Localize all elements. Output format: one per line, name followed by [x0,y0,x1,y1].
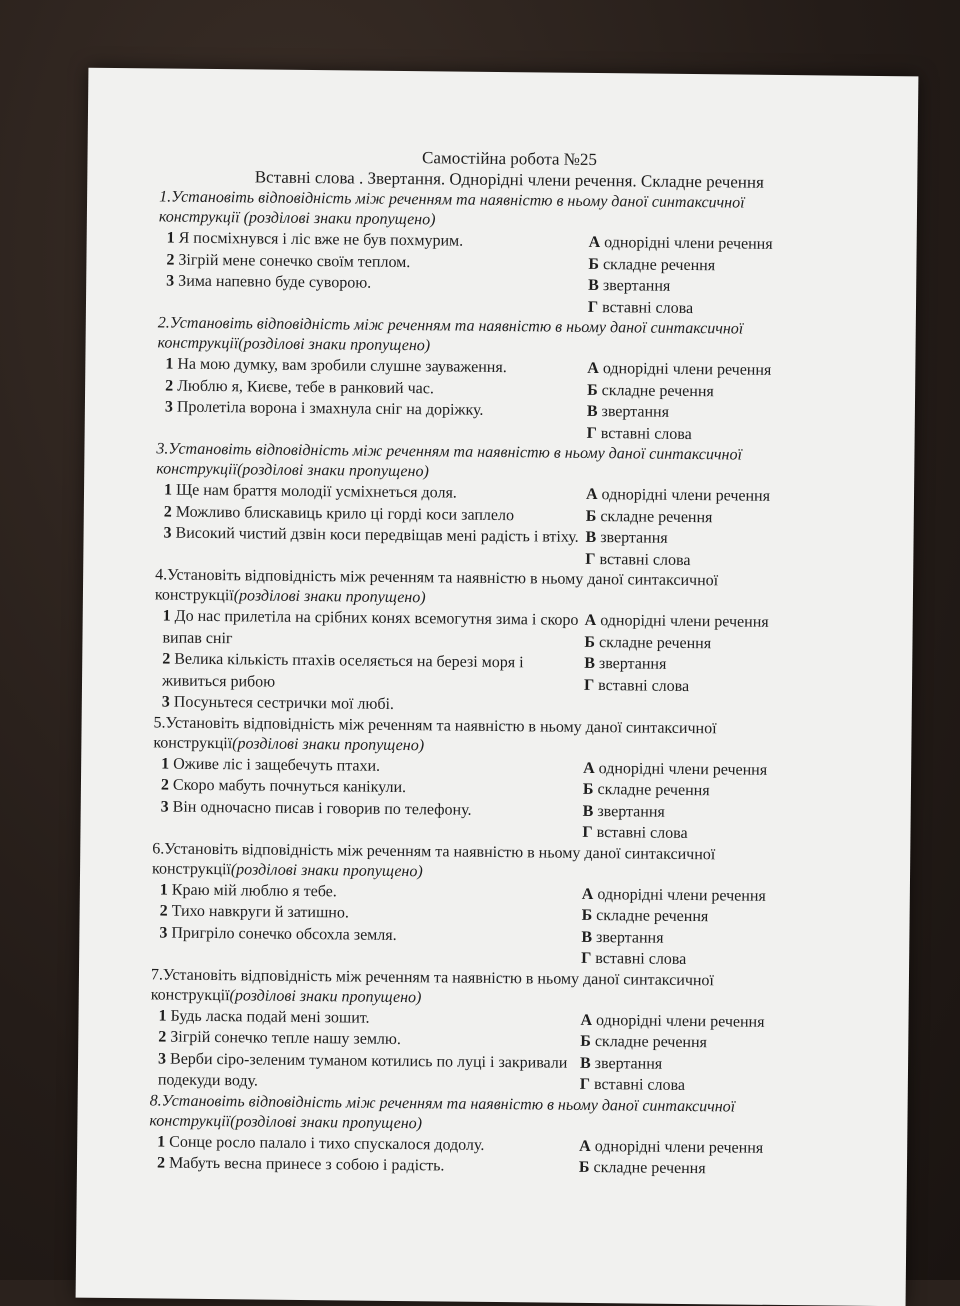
sentence-list [154,605,585,717]
option-letter: А [579,1137,591,1155]
sentence-number: 1 [158,1006,167,1025]
option-letter: В [582,802,594,820]
sentence-text: Скоро мабуть почнуться канікули. [172,776,407,797]
option-item [585,527,855,551]
task-note-text: конструкції(розділові знаки пропущено) [157,334,431,355]
option-list [587,358,858,447]
option-text: звертання [595,928,664,947]
sentence-number: 1 [157,1132,166,1151]
option-text: звертання [600,529,668,547]
sentence-text: Мабуть весна принесе з собою і радість. [168,1154,445,1175]
option-letter: А [587,359,599,378]
sentence-number: 2 [166,251,175,269]
sentence-text: Ще нам браття молодії усміхнеться доля. [175,481,457,502]
option-text: вставні слова [595,950,687,968]
option-item [579,1157,849,1181]
option-text: однорідні члени речення [594,1137,764,1157]
task-note-text: (розділові знаки пропущено) [232,734,425,754]
option-list [588,232,859,321]
sentence-number: 3 [158,1049,167,1068]
sentence-item [162,648,584,695]
option-letter: В [581,928,593,946]
option-list [579,1135,849,1181]
sentence-item [166,271,588,297]
sentence-text: Зігрій сонечко тепле нашу землю. [170,1028,402,1049]
option-letter: В [588,276,599,295]
sentence-item [157,1152,579,1178]
option-letter: Г [585,550,596,568]
option-letter: В [579,1054,591,1072]
option-text: вставні слова [602,298,694,317]
task-note-text: (розділові знаки пропущено) [233,587,426,607]
option-text: складне речення [598,633,712,652]
task-note-text: конструкції(розділові знаки пропущено) [149,1111,423,1132]
option-text: однорідні члени речення [595,1011,765,1031]
option-item [583,779,853,803]
sentence-text: Тихо навкруги й затишно. [171,902,349,922]
sentence-number: 3 [161,693,170,711]
task-block [157,313,858,446]
sentence-text: Краю мій люблю я тебе. [171,881,337,900]
option-text: складне речення [602,255,716,274]
option-letter: Б [582,780,594,799]
option-letter: Б [588,255,600,273]
sentence-text: Високий чистий дзвін коси передвіщав мені радість і втіху. [175,524,579,546]
sentence-text: Пригріло сонечко обсохла земля. [171,924,397,944]
sentence-text: Оживе ліс і защебечуть птахи. [173,755,381,775]
option-item [579,1135,849,1159]
sentence-list [155,479,586,569]
option-text: складне речення [594,1033,708,1052]
sentence-number: 3 [166,272,175,290]
sentence-text: Люблю я, Києве, тебе в ранковий час. [177,377,434,397]
option-text: однорідні члени речення [602,360,772,379]
task-list [149,187,859,1181]
worksheet-title: Самостійна робота №25 [422,148,598,170]
task-note-text: (розділові знаки пропущено) [230,860,423,880]
sentence-list [149,1131,579,1179]
option-letter: В [585,528,597,547]
option-text: звертання [597,802,665,821]
option-letter: Г [579,1075,591,1093]
option-letter: Б [587,381,598,399]
option-item [581,905,851,929]
sentence-text: Зігрій мене сонечко своїм теплом. [178,251,411,271]
option-item [588,253,858,277]
sentence-number: 2 [162,650,171,668]
sentence-item [162,605,584,652]
sentence-list [150,1005,581,1095]
task-prompt: 8.Установіть відповідність між реченням та наявністю в ньому даної синтаксичної [149,1091,736,1116]
option-letter: А [588,233,601,252]
option-text: звертання [598,655,667,673]
option-item [587,379,857,403]
option-item [586,484,856,508]
sentence-number: 2 [165,377,174,395]
sentence-number: 1 [165,355,174,373]
sentence-list [157,353,588,443]
task-rows [152,753,853,846]
option-text: вставні слова [599,550,691,569]
option-item [583,757,853,781]
task-rows [155,479,856,572]
option-letter: Г [582,823,593,842]
sentence-number: 2 [163,503,172,521]
option-item [582,883,852,907]
option-letter: А [580,1011,593,1029]
option-letter: А [585,485,598,504]
task-prompt: 1.Установіть відповідність між реченням та наявністю в ньому даної синтаксичної [159,188,745,212]
option-text: однорідні члени речення [601,486,771,505]
sentence-number: 1 [166,229,175,247]
task-prompt: 6.Установіть відповідність між реченням та наявністю в ньому даної синтаксичної [152,839,716,863]
option-text: складне речення [600,507,713,526]
sentence-text: Верби сіро-зеленим туманом котились по луці і закривали подекуди воду. [157,1050,568,1090]
option-item [584,653,854,677]
sentence-number: 1 [163,481,173,499]
task-rows [150,1005,851,1098]
sentence-list [152,753,583,843]
task-block [149,1091,850,1181]
option-letter: В [584,654,596,673]
option-item [587,401,857,425]
option-text: звертання [594,1054,663,1073]
option-text: однорідні члени речення [604,234,773,253]
task-note-prefix: конструкції [150,985,230,1004]
sentence-number: 1 [162,607,171,625]
task-note-text: конструкції (розділові знаки пропущено) [158,208,436,229]
sentence-text: Будь ласка подай мені зошит. [170,1007,370,1027]
option-letter: Г [583,676,595,694]
option-item [589,232,859,256]
task-prompt: 2.Установіть відповідність між реченням та наявністю в ньому даної синтаксичної [157,314,744,338]
sentence-list [151,879,582,969]
task-rows [149,1131,849,1181]
sentence-number: 3 [160,797,169,816]
option-text: однорідні члени речення [600,612,769,631]
task-note-prefix: конструкції [154,586,234,605]
sentence-text: Він одночасно писав і говорив по телефону. [172,798,472,819]
option-letter: А [581,885,594,903]
sentence-text: Сонце росло палало і тихо спускалося додолу. [169,1133,485,1154]
option-letter: Б [585,507,597,525]
option-item [586,505,856,529]
option-text: однорідні члени речення [598,759,768,779]
option-letter: А [584,611,597,630]
task-note-text: конструкції(розділові знаки пропущено) [156,460,429,481]
task-prompt: 5.Установіть відповідність між реченням та наявністю в ньому даної синтаксичної [153,713,717,737]
option-item [585,548,855,572]
sentence-item [159,922,581,948]
option-letter: А [583,759,595,777]
option-item [584,674,854,698]
option-item [580,1074,850,1098]
sentence-number: 3 [164,398,174,416]
task-block [158,187,859,320]
sentence-number: 1 [159,880,168,899]
sentence-list [158,227,589,317]
sentence-text: Посуньтеся сестрички мої любі. [173,693,395,713]
sentence-number: 3 [159,923,168,942]
sentence-text: До нас прилетіла на срібних конях всемогутня зима і скоро випав сніг [162,607,579,647]
task-prompt: 3.Установіть відповідність між реченням та наявністю в ньому даної синтаксичної [156,440,743,464]
sentence-text: Велика кількість птахів оселяється на березі моря і живиться рибою [161,650,524,691]
task-rows [157,353,858,446]
option-letter: Б [578,1158,590,1176]
sentence-text: На мою думку, вам зробили слушне зауваження. [177,355,507,377]
option-list [582,757,853,846]
task-rows [151,879,852,972]
option-item [582,822,852,846]
worksheet-content [149,144,860,1181]
option-item [580,1009,850,1033]
option-letter: Г [587,298,599,316]
option-letter: Б [584,633,596,651]
worksheet-subtitle: Вставні слова . Звертання. Однорідні члени речення. Складне речення [254,167,764,192]
option-text: складне речення [596,907,709,926]
sentence-number: 2 [158,1028,167,1046]
option-item [583,800,853,824]
task-note-prefix: конструкції [153,733,233,752]
option-list [580,1009,851,1098]
option-letter: Б [580,1032,591,1051]
option-text: звертання [602,277,671,295]
task-rows [154,605,855,720]
option-text: однорідні члени речення [597,885,766,905]
task-block [154,565,856,720]
option-text: складне речення [593,1159,706,1178]
option-item [585,610,855,634]
option-text: складне речення [601,381,714,400]
option-item [588,296,858,320]
option-item [584,631,854,655]
option-item [581,926,851,950]
task-prompt: 4.Установіть відповідність між реченням та наявністю в ньому даної синтаксичної [155,566,719,590]
option-letter: Г [586,424,597,442]
sentence-item [165,397,587,423]
sentence-number: 1 [161,754,170,773]
sentence-text: Пролетіла ворона і змахнула сніг на доріжку. [176,398,484,419]
task-rows [158,227,859,320]
option-letter: Г [581,949,592,968]
task-note-text: (розділові знаки пропущено) [229,986,422,1006]
option-item [587,358,857,382]
sentence-item [158,1048,580,1095]
option-text: вставні слова [598,676,690,695]
option-text: звертання [601,403,670,421]
sentence-text: Зима напевно буде суворою. [178,272,372,292]
task-note-prefix: конструкції [151,859,231,878]
sentence-number: 2 [159,902,168,920]
option-text: складне речення [597,781,710,800]
sentence-text: Можливо блискавиць крило ці горді коси заплело [175,503,515,524]
option-item [580,1031,850,1055]
option-text: вставні слова [596,824,688,843]
sentence-text: Я посміхнувся і ліс вже не був похмурим. [178,229,464,250]
option-letter: В [586,402,598,421]
sentence-number: 2 [156,1154,166,1172]
sentence-item [163,523,585,549]
sentence-item [161,796,583,822]
option-text: вставні слова [600,424,692,443]
option-text: вставні слова [593,1076,686,1094]
option-list [585,484,856,573]
option-item [581,948,851,972]
task-block [155,439,856,572]
task-block [152,713,853,846]
task-prompt: 7.Установіть відповідність між реченням та наявністю в ньому даної синтаксичної [150,965,715,989]
task-block [150,965,851,1098]
option-list [584,610,855,720]
paper-sheet [76,68,919,1306]
sentence-number: 2 [160,776,170,794]
option-item [580,1052,850,1076]
option-item [588,275,858,299]
sentence-number: 3 [163,524,172,542]
option-letter: Б [581,906,593,925]
task-block [151,839,852,972]
option-list [581,883,852,972]
option-item [587,422,857,446]
